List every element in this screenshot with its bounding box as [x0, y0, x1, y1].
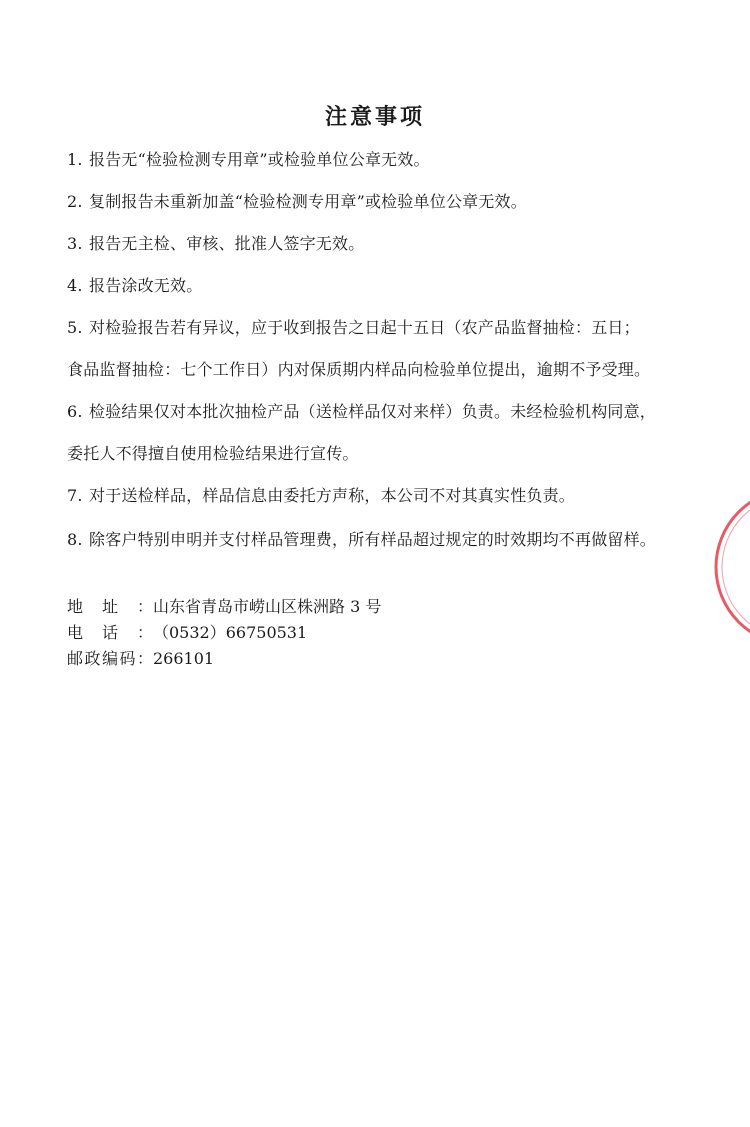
- item-number: 8.: [67, 530, 83, 549]
- item-number: 1.: [67, 150, 83, 169]
- notice-item-2: [67, 192, 527, 212]
- address-value: 山东省青岛市崂山区株洲路 3 号: [153, 597, 382, 616]
- item-text: 对于送检样品，样品信息由委托方声称，本公司不对其真实性负责。: [89, 486, 576, 505]
- phone-label: 电话：: [67, 623, 153, 642]
- postcode-line: [67, 648, 214, 670]
- item-text: 报告无主检、审核、批准人签字无效。: [89, 234, 365, 253]
- notice-item-6: [67, 402, 656, 422]
- notice-item-4: [67, 276, 202, 296]
- phone-line: [67, 622, 307, 644]
- notice-item-6-continued: [67, 444, 359, 464]
- item-number: 6.: [67, 402, 83, 421]
- item-number: 5.: [67, 318, 83, 337]
- notice-item-7: [67, 486, 575, 506]
- item-text: 报告涂改无效。: [89, 276, 203, 295]
- postcode-value: 266101: [153, 649, 215, 668]
- page-title: 注意事项: [324, 105, 425, 130]
- item-text: 检验结果仅对本批次抽检产品（送检样品仅对来样）负责。未经检验机构同意，: [89, 402, 657, 421]
- item-number: 2.: [67, 192, 83, 211]
- item-text: 报告无“检验检测专用章”或检验单位公章无效。: [89, 150, 430, 169]
- item-number: 4.: [67, 276, 83, 295]
- item-number: 3.: [67, 234, 83, 253]
- notice-item-1: [67, 150, 430, 170]
- notice-item-8: [67, 530, 656, 550]
- company-seal-stamp: [706, 492, 750, 642]
- phone-value: （0532）66750531: [153, 623, 308, 642]
- item-number: 7.: [67, 486, 83, 505]
- notice-item-5-continued: [67, 360, 650, 380]
- postcode-label: 邮政编码：: [67, 649, 153, 668]
- item-text: 委托人不得擅自使用检验结果进行宣传。: [67, 444, 359, 463]
- item-text: 复制报告未重新加盖“检验检测专用章”或检验单位公章无效。: [89, 192, 527, 211]
- notice-item-5: [67, 318, 640, 338]
- address-line: [67, 596, 381, 618]
- address-label: 地址：: [67, 597, 153, 616]
- item-text: 除客户特别申明并支付样品管理费，所有样品超过规定的时效期均不再做留样。: [89, 530, 657, 549]
- item-text: 对检验报告若有异议，应于收到报告之日起十五日（农产品监督抽检：五日；: [89, 318, 640, 337]
- notice-item-3: [67, 234, 364, 254]
- item-text: 食品监督抽检：七个工作日）内对保质期内样品向检验单位提出，逾期不予受理。: [67, 360, 651, 379]
